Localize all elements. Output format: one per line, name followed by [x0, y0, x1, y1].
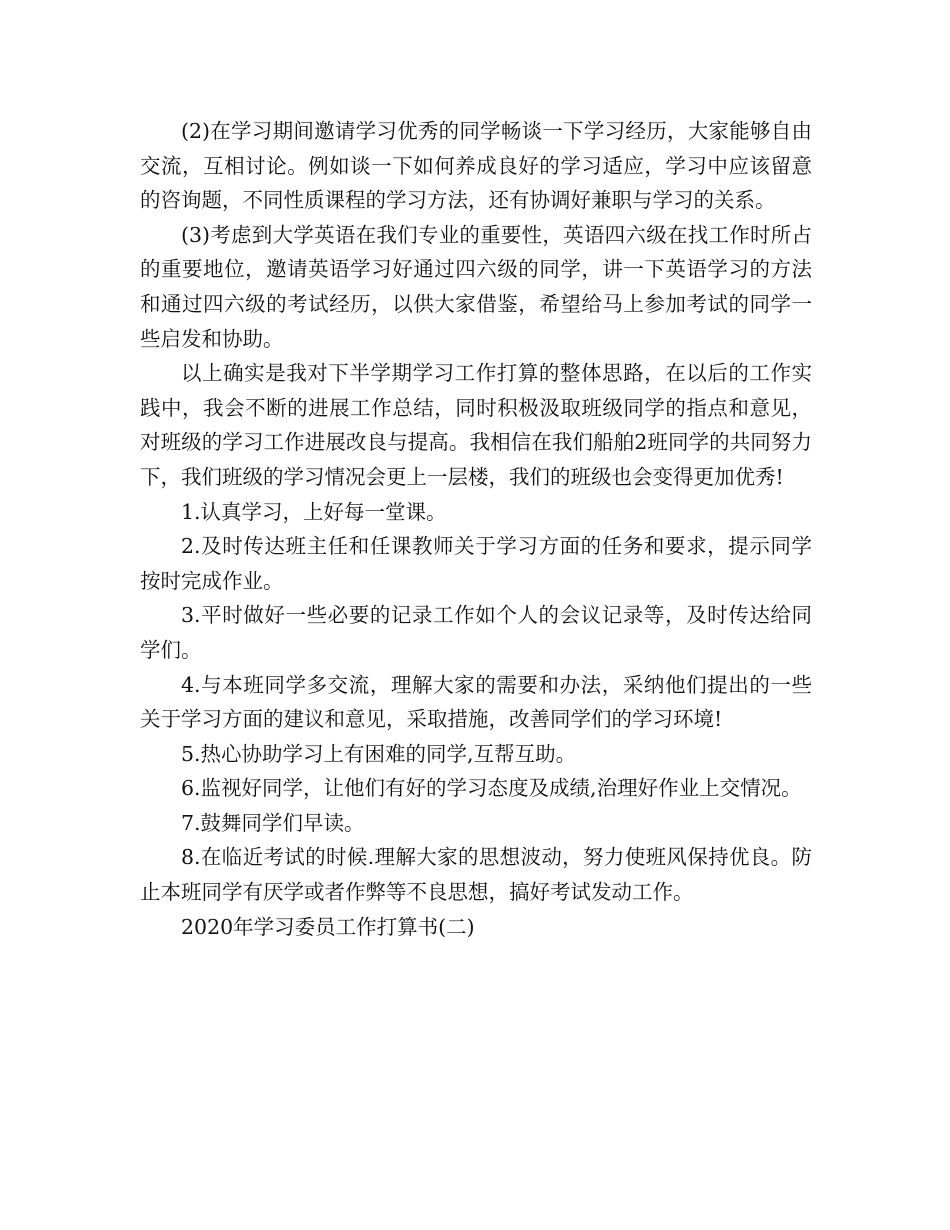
- document-body: [140, 114, 812, 944]
- list-item-3: 3.平时做好一些必要的记录工作如个人的会议记录等，及时传达给同学们。: [140, 603, 812, 662]
- list-item-8: 8.在临近考试的时候.理解大家的思想波动，努力使班风保持优良。防止本班同学有厌学或者作弊等不良思想，搞好考试发动工作。: [140, 845, 812, 905]
- list-item-6: 6.监视好同学，让他们有好的学习态度及成绩,治理好作业上交情况。: [181, 776, 802, 801]
- section-heading: 2020年学习委员工作打算书(二): [181, 914, 475, 939]
- paragraph-item-3: (3)考虑到大学英语在我们专业的重要性，英语四六级在找工作时所占的重要地位，邀请英语学习好通过四六级的同学，讲一下英语学习的方法和通过四六级的考试经历，以供大家借鉴，希望给马上参加考试的同学一些启发和协助。: [140, 222, 812, 351]
- list-item-2: 2.及时传达班主任和任课教师关于学习方面的任务和要求，提示同学按时完成作业。: [140, 534, 812, 593]
- list-item-5: 5.热心协助学习上有困难的同学,互帮互助。: [181, 741, 577, 766]
- list-item-4: 4.与本班同学多交流，理解大家的需要和办法，采纳他们提出的一些关于学习方面的建议和意见，采取措施，改善同学们的学习环境!: [140, 672, 812, 732]
- summary-paragraph: 以上确实是我对下半学期学习工作打算的整体思路，在以后的工作实践中，我会不断的进展工作总结，同时积极汲取班级同学的指点和意见，对班级的学习工作进展改良与提高。我相信在我们船舶2班同学的共同努力下，我们班级的学习情况会更上一层楼，我们的班级也会变得更加优秀!: [140, 361, 812, 489]
- list-item-7: 7.鼓舞同学们早读。: [181, 810, 365, 835]
- paragraph-item-2: (2)在学习期间邀请学习优秀的同学畅谈一下学习经历，大家能够自由交流，互相讨论。例如谈一下如何养成良好的学习适应，学习中应该留意的咨询题，不同性质课程的学习方法，还有协调好兼职与学习的关系。: [140, 119, 812, 213]
- list-item-1: 1.认真学习，上好每一堂课。: [181, 499, 447, 524]
